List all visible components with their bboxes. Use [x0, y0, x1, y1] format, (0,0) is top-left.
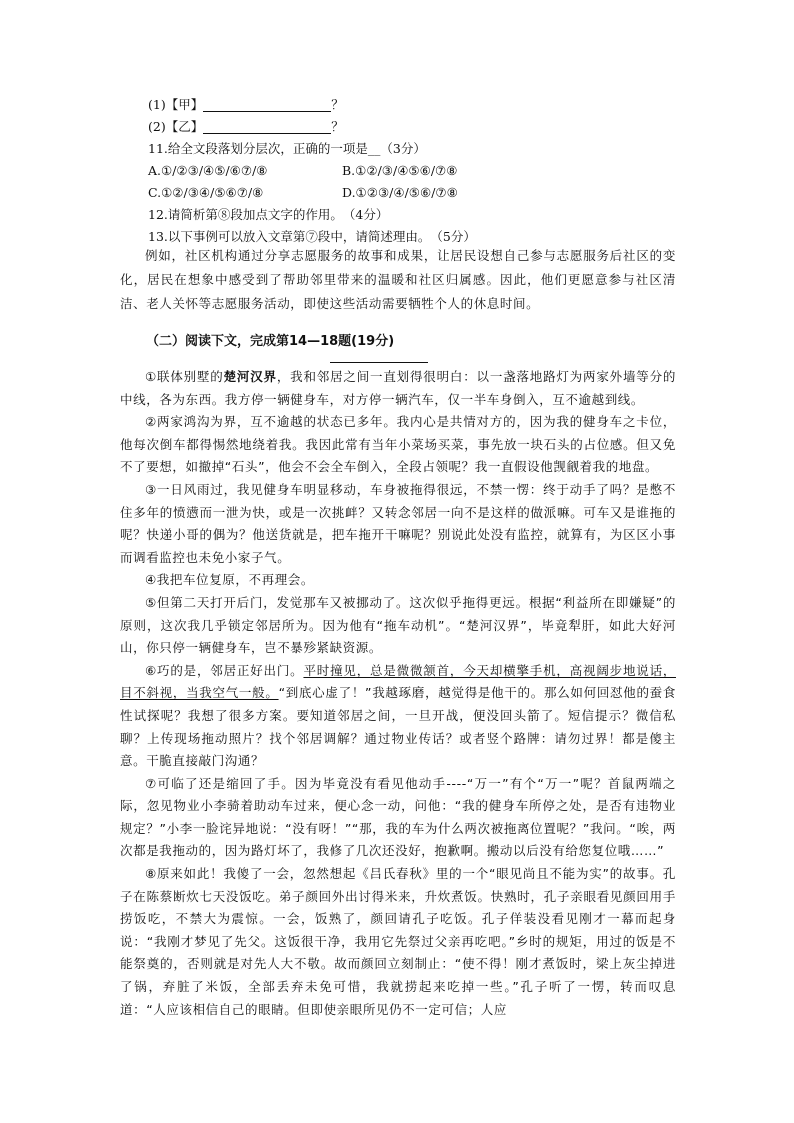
- question-11: 11.给全文段落划分层次，正确的一项是__（3分）: [148, 141, 426, 156]
- article-body: [120, 366, 676, 1021]
- answer-blank-1[interactable]: [203, 98, 331, 112]
- question-1-line: [148, 96, 344, 114]
- bold-phrase: 楚河汉界: [223, 369, 277, 384]
- question-2-line: [148, 118, 344, 136]
- option-d: D.①②③/④/⑤⑥/⑦⑧: [342, 185, 458, 200]
- paragraph-6: ⑥巧的是，邻居正好出门。平时撞见，总是微微颔首，今天却横擎手机，高视阔步地说话，目不斜视，当我空气一般。“到底心虚了！”我越琢磨，越觉得是他干的。那么如何回怼他的蚕食性试探呢？我想了很多方案。要知道邻居之间，一旦开战，便没回头箭了。短信提示？微信私聊？上传现场拖动照片？找个邻居调解？通过物业传话？或者竖个路牌：请勿过界！都是傻主意。干脆直接敲门沟通？: [120, 662, 676, 769]
- question-1-prefix: (1)【甲】: [148, 97, 204, 112]
- option-a: A.①/②③/④⑤/⑥⑦/⑧: [148, 163, 268, 178]
- paragraph-8: ⑧原来如此！我傻了一会，忽然想起《吕氏春秋》里的一个“眼见尚且不能为实”的故事。孔子在陈蔡断炊七天没饭吃。弟子颜回外出讨得米来，升炊煮饭。快熟时，孔子亲眼看见颜回用手捞饭吃，不禁大为震惊。一会，饭熟了，颜回请孔子吃饭。孔子佯装没看见刚才一幕而起身说：“我刚才梦见了先父。这饭很干净，我用它先祭过父亲再吃吧。”乡时的规矩，用过的饭是不能祭奠的，否则就是对先人大不敬。故而颜回立刻制止：“使不得！刚才煮饭时，梁上灰尘掉进了锅，弃脏了米饭，全部丢弃未免可惜，我就捞起来吃掉一些。”孔子听了一愣，转而叹息道：“人应该相信自己的眼睛。但即使亲眼所见仍不一定可信；人应: [120, 866, 676, 1017]
- paragraph-2: ②两家鸿沟为界，互不逾越的状态已多年。我内心是共情对方的，因为我的健身车之卡位，他每次倒车都得惕然地绕着我。我因此常有当年小菜场买菜，事先放一块石头的占位感。但又免不了要想，如撤掉“石头”，他会不会全车倒入，全段占领呢？我一直假设他觊觎着我的地盘。: [120, 414, 676, 475]
- paragraph-3: ③一日风雨过，我见健身车明显移动，车身被拖得很远，不禁一愣：终于动手了吗？是憋不住多年的愤懑而一泄为快，或是一次挑衅？又转念邻居一向不是这样的做派嘛。可车又是谁拖的呢？快递小哥的偶为？他送货就是，把车拖开干嘛呢？别说此处没有监控，就算有，为区区小事而调看监控也未免小家子气。: [120, 481, 676, 565]
- option-b: B.①②/③/④⑤⑥/⑦⑧: [342, 163, 458, 178]
- paragraph-7: ⑦可临了还是缩回了手。因为毕竟没有看见他动手----“万一”有个“万一”呢？首鼠两端之际，忽见物业小李骑着助动车过来，便心念一动，问他：“我的健身车所停之处，是否有违物业规定？”小李一脸诧异地说：“没有呀！”“那，我的车为什么两次被拖离位置呢？”我问。“唉，两次都是我拖动的，因为路灯坏了，我修了几次还没好，抱歉啊。搬动以后没有给您复位哦……”: [120, 775, 676, 859]
- question-13: 13.以下事例可以放入文章第⑦段中，请简述理由。 （5分）: [148, 229, 476, 244]
- question-12: 12.请简析第⑧段加点文字的作用。 （4分）: [148, 207, 389, 222]
- question-2-suffix: ？: [331, 119, 344, 134]
- underlined-sentence: 平时撞见，总是微微颔首，今天却横擎手机，高视阔步地说话，目不斜视，当我空气一般。: [120, 662, 676, 701]
- paragraph-5: ⑤但第二天打开后门，发觉那车又被挪动了。这次似乎拖得更远。根据“利益所在即嫌疑”的原则，这次我几乎锁定邻居所为。因为他有“拖车动机”。“楚河汉界”，毕竟犁肝，如此大好河山，你只停一辆健身车，岂不暴殄紧缺资源。: [120, 594, 676, 656]
- article-title-blank: [330, 362, 428, 363]
- question-1-suffix: ？: [331, 97, 344, 112]
- answer-blank-2[interactable]: [203, 120, 331, 134]
- section-2-title: （二）阅读下文，完成第14—18题(19分): [146, 334, 395, 349]
- question-2-prefix: (2)【乙】: [148, 119, 204, 134]
- paragraph-4: ④我把车位复原，不再理会。: [145, 572, 315, 588]
- question-13-example: [120, 244, 676, 316]
- example-text: 例如，社区机构通过分享志愿服务的故事和成果，让居民设想自己参与志愿服务后社区的变化，居民在想象中感受到了帮助邻里带来的温暖和社区归属感。因此，他们更愿意参与社区清洁、老人关怀等志愿服务活动，即使这些活动需要牺牲个人的休息时间。: [120, 248, 676, 311]
- paragraph-1: ①联体别墅的楚河汉界，我和邻居之间一直划得很明白：以一盏落地路灯为两家外墙等分的中线，各为东西。我方停一辆健身车，对方停一辆汽车，仅一半车身倒入，互不逾越到线。: [120, 369, 676, 407]
- option-c: C.①②/③④/⑤⑥⑦/⑧: [148, 185, 264, 200]
